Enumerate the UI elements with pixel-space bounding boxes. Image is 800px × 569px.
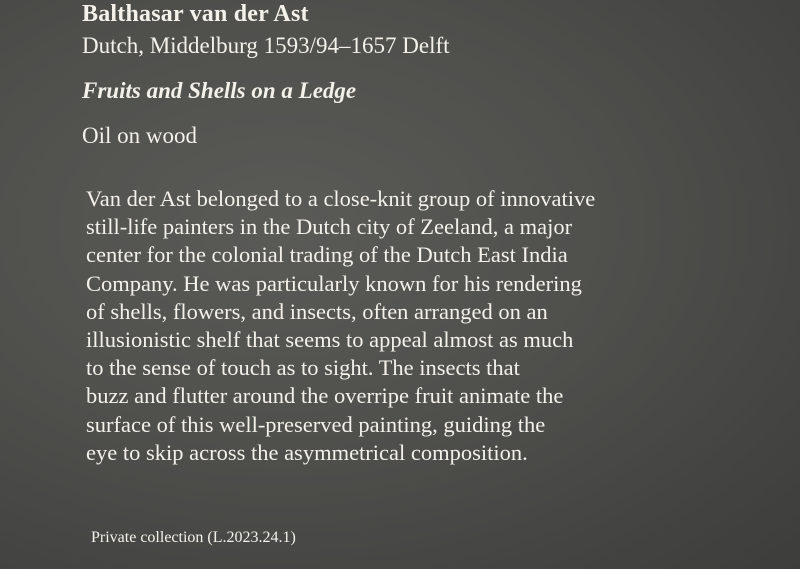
credit-line: Private collection (L.2023.24.1) [91,529,296,546]
artist-nationality-dates: Dutch, Middelburg 1593/94–1657 Delft [82,33,450,58]
artwork-medium: Oil on wood [82,123,197,148]
description-line: center for the colonial trading of the Dutch East India [86,242,568,268]
description-line: Company. He was particularly known for his rendering [86,270,582,296]
description-line: buzz and flutter around the overripe fruit animate the [86,383,564,409]
description-line: of shells, flowers, and insects, often arranged on an [86,298,548,324]
description-line: eye to skip across the asymmetrical composition. [86,439,528,465]
description-line: illusionistic shelf that seems to appeal almost as much [86,327,574,353]
description-line: to the sense of touch as to sight. The insects that [86,355,520,381]
artwork-title: Fruits and Shells on a Ledge [82,78,357,103]
description-line: still-life painters in the Dutch city of Zeeland, a major [86,214,573,240]
artist-name: Balthasar van der Ast [82,1,309,27]
description-paragraph [86,185,686,467]
description-line: surface of this well-preserved painting, guiding the [86,411,546,437]
description-line: Van der Ast belonged to a close-knit group of innovative [86,186,596,211]
